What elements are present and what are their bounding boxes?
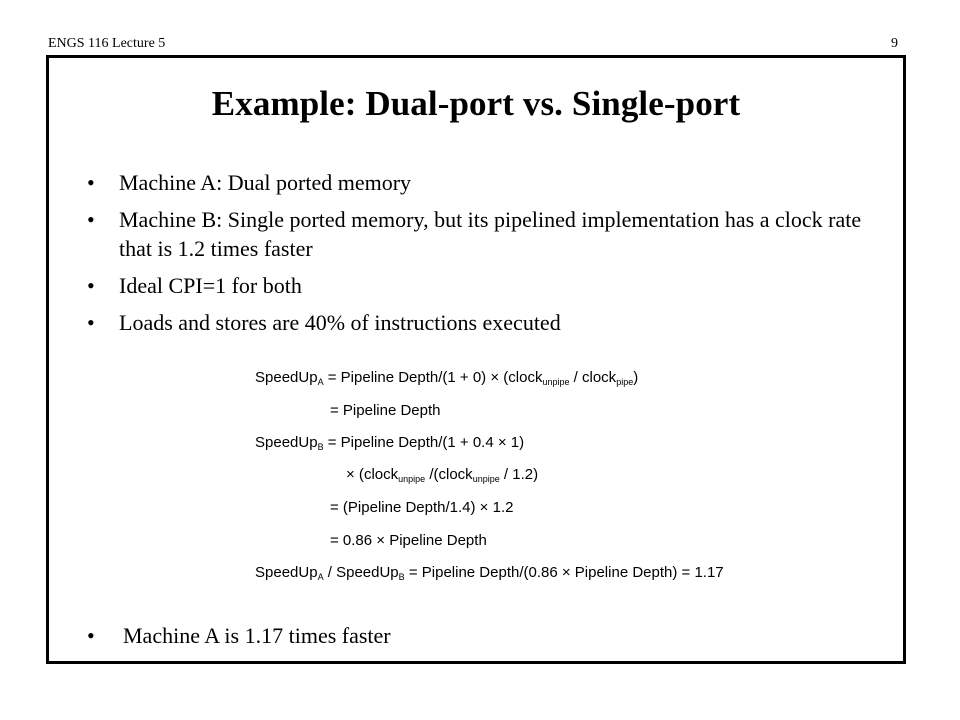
bullet-marker: •	[87, 273, 95, 298]
bullet-item-ideal-cpi	[87, 271, 867, 300]
slide-title: Example: Dual-port vs. Single-port	[211, 84, 741, 123]
formula-speedup-b: SpeedUp$_B$ = Pipeline Depth/(1 + 0.4 × 1)	[255, 434, 525, 452]
formula-clock-ratio: × (clock$_{unpipe}$ /(clock$_{unpipe}$ / 1.2)	[346, 466, 539, 484]
formula-0-86-depth: = 0.86 × Pipeline Depth	[330, 532, 487, 549]
bullet-item-loads-stores	[87, 308, 867, 337]
bullet-text: Ideal CPI=1 for both	[119, 273, 302, 298]
bullet-item-machine-b	[87, 205, 867, 263]
slide-frame	[46, 55, 906, 664]
bullet-marker: •	[87, 170, 95, 195]
formula-speedup-ratio: SpeedUp$_A$ / SpeedUp$_B$ = Pipeline Depth/(0.86 × Pipeline Depth) = 1.17	[255, 564, 724, 582]
formula-pipeline-depth: = Pipeline Depth	[330, 402, 441, 419]
course-header: ENGS 116 Lecture 5	[48, 36, 166, 51]
bullet-text: Machine B: Single ported memory, but its pipelined implementation has a clock rate that is 1.2 times faster	[119, 207, 862, 261]
bullet-text: Machine A: Dual ported memory	[119, 170, 412, 195]
bullet-text: Loads and stores are 40% of instructions executed	[119, 310, 561, 335]
bullet-item-machine-a	[87, 168, 867, 197]
bullet-marker: •	[87, 207, 95, 232]
bullet-list	[87, 168, 867, 345]
bullet-text: Machine A is 1.17 times faster	[123, 623, 391, 648]
bullet-marker: •	[87, 310, 95, 335]
formula-depth-over-1-4: = (Pipeline Depth/1.4) × 1.2	[330, 499, 514, 516]
bullet-marker: •	[87, 623, 95, 648]
formula-speedup-a: SpeedUp$_A$ = Pipeline Depth/(1 + 0) × (clock$_{unpipe}$ / clock$_{pipe}$)	[255, 369, 639, 387]
bullet-item-conclusion	[87, 621, 391, 650]
page-number: 9	[891, 36, 898, 51]
